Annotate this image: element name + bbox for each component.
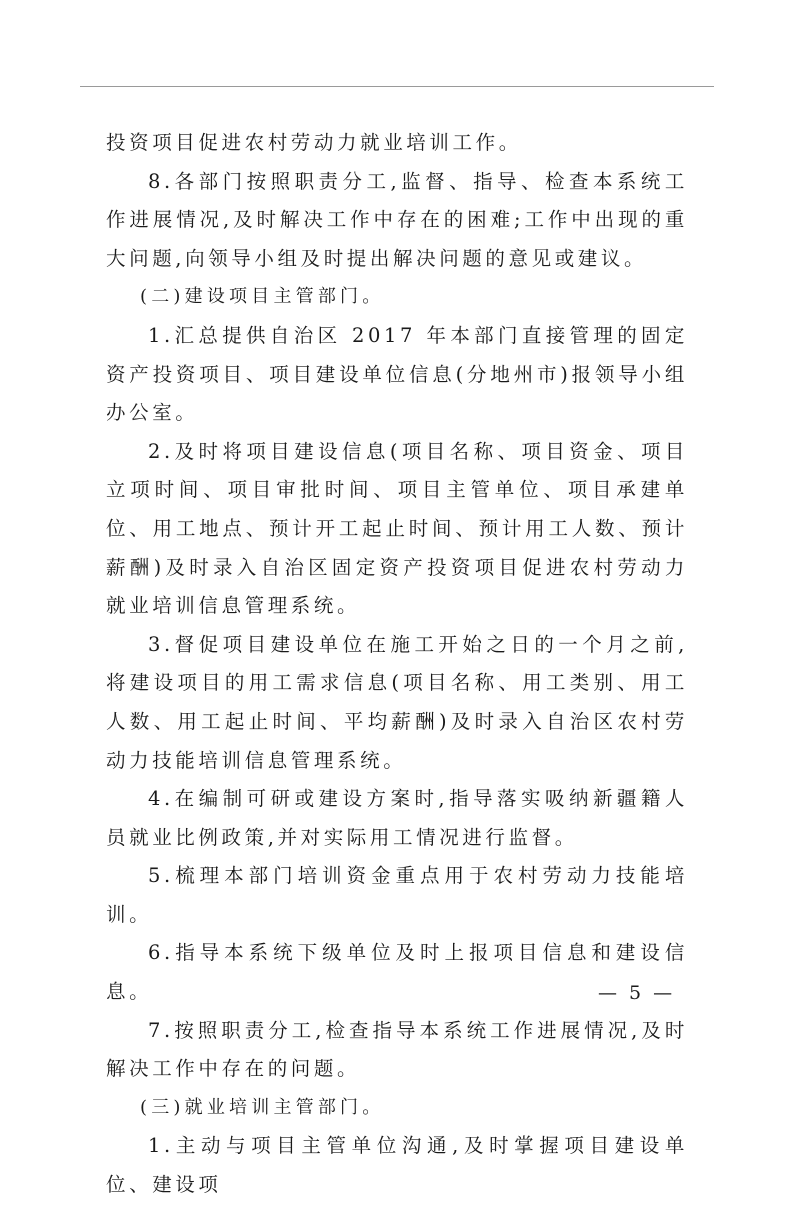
paragraph: 8.各部门按照职责分工,监督、指导、检查本系统工作进展情况,及时解决工作中存在的困难;工作中出现的重大问题,向领导小组及时提出解决问题的意见或建议。 bbox=[106, 169, 688, 270]
header-rule bbox=[80, 86, 714, 87]
paragraph: 1.主动与项目主管单位沟通,及时掌握项目建设单位、建设项 bbox=[106, 1134, 688, 1197]
paragraph: 1.汇总提供自治区 2017 年本部门直接管理的固定资产投资项目、项目建设单位信息(分地州市)报领导小组办公室。 bbox=[106, 323, 688, 425]
document-body bbox=[106, 124, 688, 1205]
paragraph: 4.在编制可研或建设方案时,指导落实吸纳新疆籍人员就业比例政策,并对实际用工情况进行监督。 bbox=[106, 787, 688, 849]
section-heading: (三)就业培训主管部门。 bbox=[140, 1096, 385, 1118]
paragraph: 2.及时将项目建设信息(项目名称、项目资金、项目立项时间、项目审批时间、项目主管单位、项目承建单位、用工地点、预计开工起止时间、预计用工人数、预计薪酬)及时录入自治区固定资产投资项目促进农村劳动力就业培训信息管理系统。 bbox=[106, 439, 688, 618]
paragraph: 5.梳理本部门培训资金重点用于农村劳动力技能培训。 bbox=[106, 864, 688, 926]
section-heading: (二)建设项目主管部门。 bbox=[140, 286, 385, 308]
page-number: — 5 — bbox=[598, 982, 676, 1004]
paragraph: 3.督促项目建设单位在施工开始之日的一个月之前,将建设项目的用工需求信息(项目名称、用工类别、用工人数、用工起止时间、平均薪酬)及时录入自治区农村劳动力技能培训信息管理系统。 bbox=[106, 632, 688, 772]
paragraph: 投资项目促进农村劳动力就业培训工作。 bbox=[106, 131, 522, 154]
paragraph: 7.按照职责分工,检查指导本系统工作进展情况,及时解决工作中存在的问题。 bbox=[106, 1018, 688, 1081]
paragraph: 6.指导本系统下级单位及时上报项目信息和建设信息。 bbox=[106, 941, 688, 1004]
